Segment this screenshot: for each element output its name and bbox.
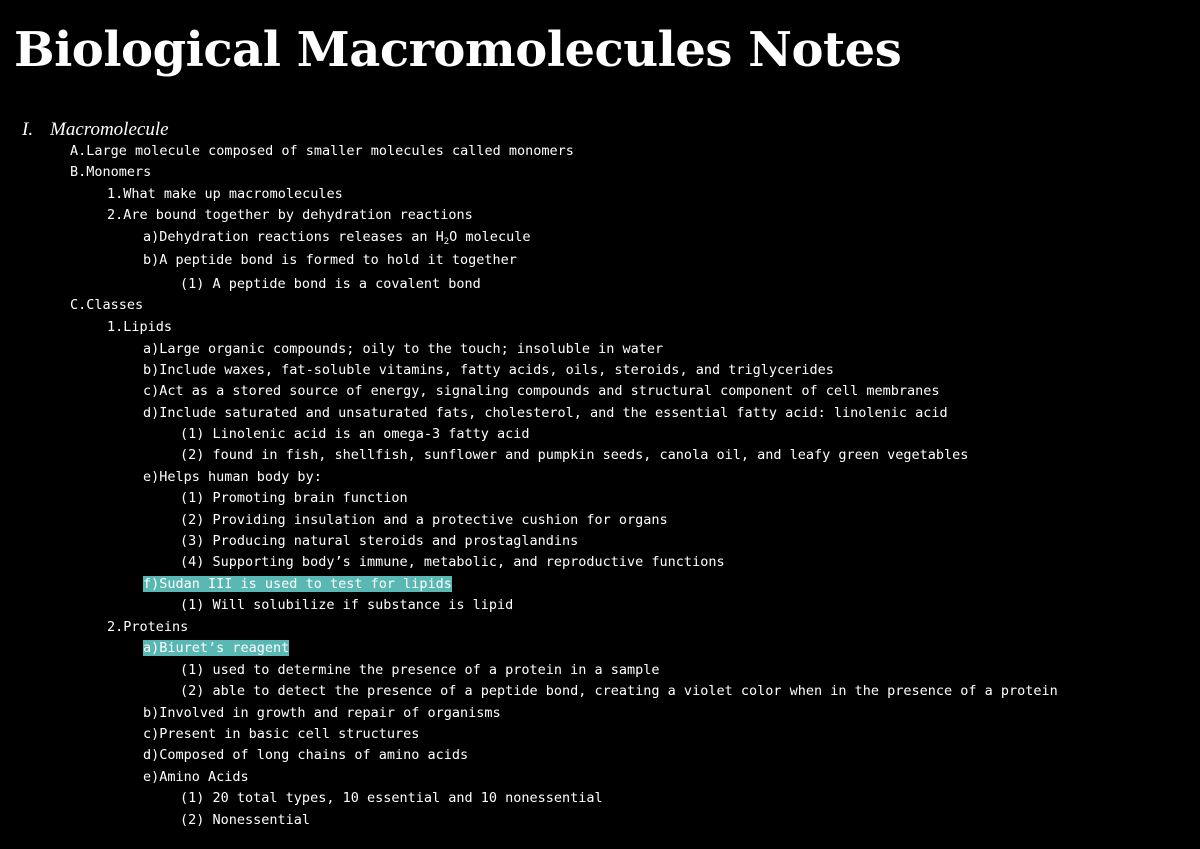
item-text: Involved in growth and repair of organisms [159, 705, 501, 721]
item-label: (2) [180, 447, 205, 463]
item-label: c) [143, 726, 160, 742]
item-label: (2) [180, 683, 205, 699]
item-label: (4) [180, 554, 205, 570]
item-text: Helps human body by: [159, 469, 322, 485]
item-text: Composed of long chains of amino acids [159, 747, 469, 763]
item-text: Proteins [123, 619, 189, 635]
item-text: Will solubilize if substance is lipid [212, 597, 514, 613]
item-text: Linolenic acid is an omega-3 fatty acid [212, 426, 530, 442]
item-label: (2) [180, 812, 205, 828]
item-label: (1) [180, 276, 205, 292]
outline-item-C1d1 [180, 426, 530, 443]
outline-item-B2 [107, 207, 473, 224]
item-text: Large organic compounds; oily to the touch; insoluble in water [159, 341, 664, 357]
item-text: 20 total types, 10 essential and 10 nonessential [212, 790, 603, 806]
outline-item-C1f1 [180, 597, 513, 614]
item-text: used to determine the presence of a protein in a sample [212, 662, 660, 678]
item-label: 1. [107, 319, 124, 335]
item-label: A. [70, 143, 87, 159]
item-label: (3) [180, 533, 205, 549]
outline-item-C2b [143, 705, 501, 722]
item-label: (1) [180, 426, 205, 442]
item-label: (1) [180, 597, 205, 613]
section-numeral: I. [22, 119, 34, 140]
outline-item-B1 [107, 186, 343, 203]
outline-item-C2e2 [180, 812, 310, 829]
section-heading-text: Macromolecule [50, 119, 169, 140]
item-label: d) [143, 405, 160, 421]
item-text: able to detect the presence of a peptide bond, creating a violet color when in the presence of a protein [212, 683, 1058, 699]
item-label: 1. [107, 186, 124, 202]
item-text: Nonessential [212, 812, 311, 828]
outline-item-C2e [143, 769, 249, 786]
item-label: e) [143, 469, 160, 485]
item-text: Large molecule composed of smaller molecules called monomers [86, 143, 574, 159]
item-label: b) [143, 362, 160, 378]
item-label: 2. [107, 619, 124, 635]
outline-item-C1c [143, 383, 940, 400]
outline-item-C1e3 [180, 533, 578, 550]
outline-item-C2a [143, 640, 289, 657]
item-label: d) [143, 747, 160, 763]
item-text: Classes [86, 297, 144, 313]
outline-item-A [70, 143, 574, 160]
outline-item-C1e1 [180, 490, 408, 507]
outline-item-C1b [143, 362, 834, 379]
outline-item-C2a2 [180, 683, 1058, 700]
item-text: Include saturated and unsaturated fats, cholesterol, and the essential fatty acid: linolenic acid [159, 405, 948, 421]
outline-item-C1f [143, 576, 452, 593]
item-text: Lipids [123, 319, 173, 335]
outline-item-C1d2 [180, 447, 968, 464]
outline-item-C1e2 [180, 512, 668, 529]
item-text: Supporting body’s immune, metabolic, and reproductive functions [212, 554, 725, 570]
outline-item-C1e4 [180, 554, 725, 571]
outline-item-C [70, 297, 143, 314]
item-text: Are bound together by dehydration reactions [123, 207, 473, 223]
item-text-before: Dehydration reactions releases an H [159, 229, 444, 245]
item-label: (1) [180, 490, 205, 506]
item-label: b) [143, 252, 160, 268]
item-label: b) [143, 705, 160, 721]
outline-item-C1d [143, 405, 948, 422]
item-text: Biuret’s reagent [159, 640, 290, 656]
outline-item-C2c [143, 726, 419, 743]
item-label: a) [143, 640, 160, 656]
item-label: f) [143, 576, 160, 592]
outline-item-C2e1 [180, 790, 603, 807]
item-text: Sudan III is used to test for lipids [159, 576, 452, 592]
item-text: Present in basic cell structures [159, 726, 420, 742]
item-label: (1) [180, 662, 205, 678]
item-text: Producing natural steroids and prostaglandins [212, 533, 579, 549]
page-title: Biological Macromolecules Notes [14, 22, 902, 78]
item-text: Promoting brain function [212, 490, 408, 506]
section-heading [22, 120, 169, 140]
outline-item-C1a [143, 341, 663, 358]
item-label: a) [143, 341, 160, 357]
item-label: a) [143, 229, 160, 245]
outline-item-B2b [143, 252, 517, 269]
highlighted-text [143, 640, 289, 656]
item-label: (1) [180, 790, 205, 806]
item-text: Include waxes, fat-soluble vitamins, fatty acids, oils, steroids, and triglycerides [159, 362, 834, 378]
item-label: B. [70, 164, 87, 180]
item-label: 2. [107, 207, 124, 223]
item-text-after: O molecule [449, 229, 531, 245]
item-label: e) [143, 769, 160, 785]
item-text: Amino Acids [159, 769, 249, 785]
highlighted-text [143, 576, 452, 592]
outline-item-C1 [107, 319, 172, 336]
item-text: Act as a stored source of energy, signaling compounds and structural component of cell membranes [159, 383, 940, 399]
item-label: c) [143, 383, 160, 399]
outline-item-C2a1 [180, 662, 660, 679]
item-label: (2) [180, 512, 205, 528]
item-text: A peptide bond is formed to hold it together [159, 252, 517, 268]
item-text: A peptide bond is a covalent bond [212, 276, 481, 292]
item-text: What make up macromolecules [123, 186, 343, 202]
outline-item-C1e [143, 469, 322, 486]
item-text: Providing insulation and a protective cushion for organs [212, 512, 668, 528]
outline-item-B [70, 164, 151, 181]
outline-item-B2b1 [180, 276, 481, 293]
subscript-2: 2 [443, 237, 450, 247]
item-label: C. [70, 297, 87, 313]
outline-item-C2 [107, 619, 188, 636]
item-text: Monomers [86, 164, 152, 180]
outline-item-B2a [143, 229, 530, 246]
outline-item-C2d [143, 747, 468, 764]
item-text: found in fish, shellfish, sunflower and pumpkin seeds, canola oil, and leafy green vegetables [212, 447, 969, 463]
